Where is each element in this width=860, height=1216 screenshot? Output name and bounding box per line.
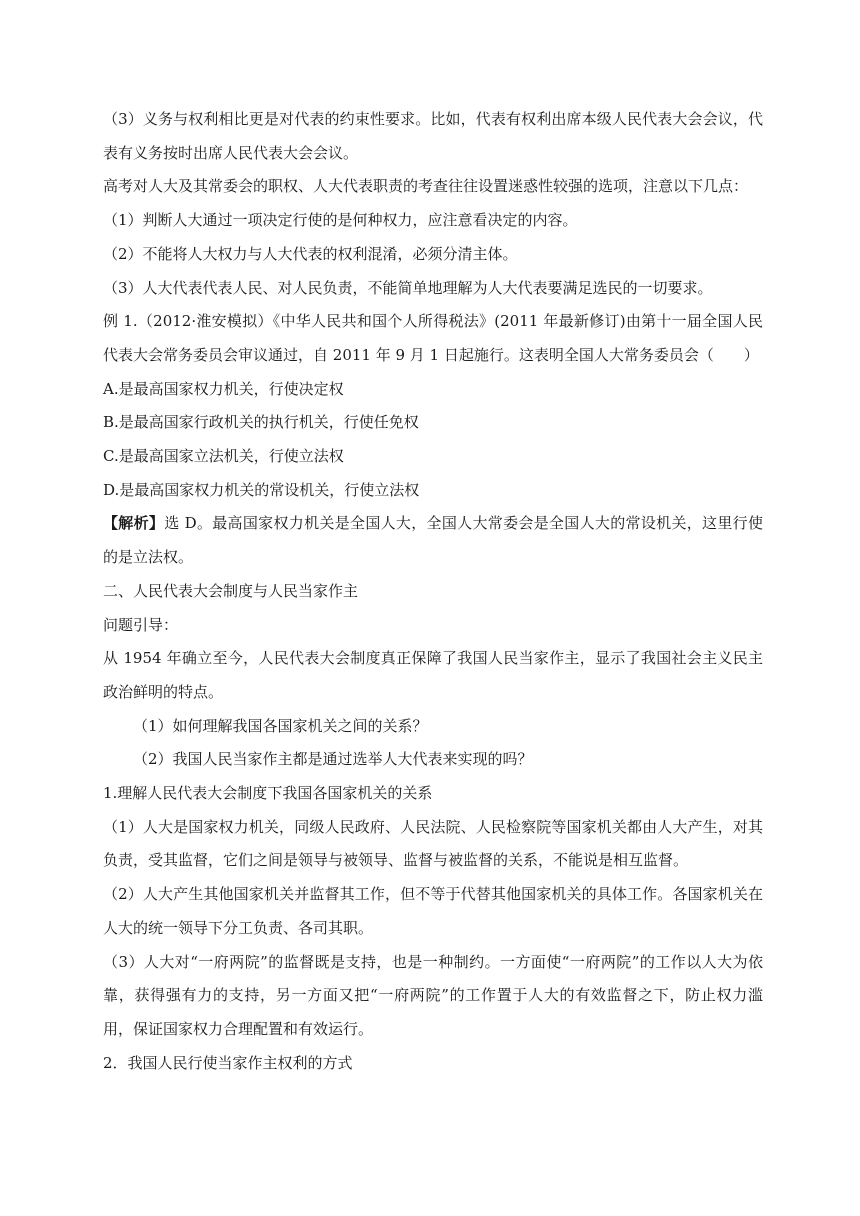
section-heading-two: 二、人民代表大会制度与人民当家作主 — [103, 581, 359, 600]
question-guide-label: 问题引导： — [103, 615, 179, 634]
question-guide-text: 从 1954 年确立至今，人民代表大会制度真正保障了我国人民当家作主，显示了我国社会主义民主政治鲜明的特点。 — [103, 649, 763, 701]
subsection-point-2: （2）人大产生其他国家机关并监督其工作，但不等于代替其他国家机关的具体工作。各国家机关在人大的统一领导下分工负责、各司其职。 — [103, 885, 763, 937]
subsection-point-1: （1）人大是国家权力机关，同级人民政府、人民法院、人民检察院等国家机关都由人大产生，对其负责，受其监督，它们之间是领导与被领导、监督与被监督的关系，不能说是相互监督。 — [103, 817, 763, 870]
option-c: C.是最高国家立法机关，行使立法权 — [103, 447, 344, 466]
guide-question-2: （2）我国人民当家作主都是通过选举人大代表来实现的吗？ — [133, 750, 533, 769]
paragraph-note-2: （2）不能将人大权力与人大代表的权利混淆，必须分清主体。 — [103, 244, 518, 263]
subsection-title-2: 2．我国人民行使当家作主权利的方式 — [103, 1053, 353, 1072]
analysis-paragraph — [103, 507, 763, 574]
analysis-label: 【解析】 — [103, 514, 165, 533]
example-question-stem: 例 1.（2012·淮安模拟）《中华人民共和国个人所得税法》(2011 年最新修订)由第十一届全国人民代表大会常务委员会审议通过，自 2011 年 9 月 1 日起施行。这表明全国人大常务委员会（ ） — [103, 312, 763, 364]
paragraph-exam-notes-intro: 高考对人大及其常委会的职权、人大代表职责的考查往往设置迷惑性较强的选项，注意以下几点： — [103, 177, 749, 196]
guide-question-1: （1）如何理解我国各国家机关之间的关系？ — [133, 716, 428, 735]
option-d: D.是最高国家权力机关的常设机关，行使立法权 — [103, 480, 420, 499]
paragraph-note-3: （3）人大代表代表人民、对人民负责，不能简单地理解为人大代表要满足选民的一切要求。 — [103, 278, 713, 297]
document-body — [103, 103, 763, 1080]
subsection-point-3: （3）人大对“一府两院”的监督既是支持，也是一种制约。一方面使“一府两院”的工作以人大为依靠，获得强有力的支持，另一方面又把“一府两院”的工作置于人大的有效监督之下，防止权力滥用，保证国家权力合理配置和有效运行。 — [103, 952, 763, 1038]
paragraph-note-1: （1）判断人大通过一项决定行使的是何种权力，应注意看决定的内容。 — [103, 211, 578, 230]
analysis-text: 选 D。最高国家权力机关是全国人大，全国人大常委会是全国人大的常设机关，这里行使的是立法权。 — [103, 514, 763, 567]
option-b: B.是最高国家行政机关的执行机关，行使任免权 — [103, 413, 419, 432]
paragraph-duty-vs-right: （3）义务与权利相比更是对代表的约束性要求。比如，代表有权利出席本级人民代表大会会议，代表有义务按时出席人民代表大会会议。 — [103, 110, 763, 162]
subsection-title-1: 1.理解人民代表大会制度下我国各国家机关的关系 — [103, 784, 433, 803]
option-a: A.是最高国家权力机关，行使决定权 — [103, 379, 344, 398]
